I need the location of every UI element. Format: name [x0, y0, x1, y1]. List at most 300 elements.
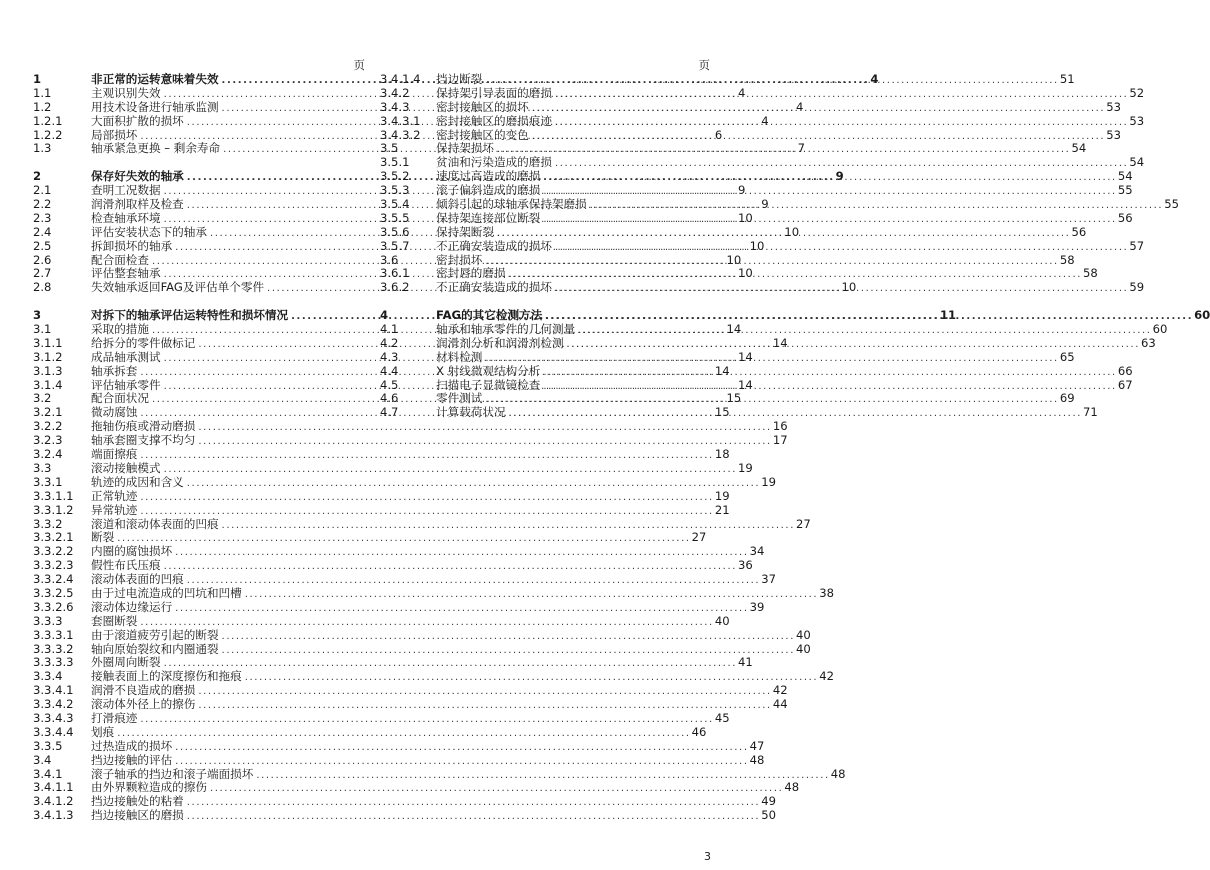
toc-entry: [380, 113, 1145, 129]
page-column-label-left: 页: [353, 58, 365, 72]
toc-entry-number: 3.2.1: [33, 405, 63, 420]
toc-leader-dots: [219, 630, 795, 644]
toc-leader-dots: [219, 644, 795, 658]
toc-leader-dots: [540, 171, 1116, 185]
toc-leader-dots: [184, 810, 760, 824]
toc-entry: [33, 697, 788, 712]
toc-entry-title: 轨迹的成因和含义: [91, 474, 184, 489]
toc-entry-number: 3.5.4: [380, 197, 410, 212]
toc-entry-number: 3.3.5: [33, 738, 63, 753]
toc-entry-title: 断裂: [91, 530, 115, 545]
toc-entry-number: 3.3.3.2: [33, 641, 74, 656]
toc-leader-dots: [184, 477, 760, 491]
toc-entry-page: 19: [714, 488, 730, 503]
toc-entry-number: 3.4.2: [380, 85, 410, 100]
toc-entry-number: 3.3.2: [33, 516, 63, 531]
toc-entry: [380, 169, 1133, 184]
toc-entry-page: 34: [749, 544, 765, 559]
toc-entry-page: 15: [714, 405, 730, 420]
toc-entry-number: 1: [33, 72, 42, 86]
toc-entry-title: 拖轴伤痕或滑动磨损: [91, 419, 196, 434]
toc-entry-number: 2.5: [33, 238, 52, 253]
toc-entry-number: 3.4.3: [380, 99, 410, 114]
toc-leader-dots: [529, 127, 1105, 144]
toc-leader-dots: [564, 335, 1140, 352]
toc-entry-title: 轴承紧急更换 – 剩余寿命: [91, 141, 221, 156]
toc-entry-number: 3.3.2.6: [33, 599, 74, 614]
toc-leader-dots: [540, 185, 1116, 199]
toc-entry-title: 异常轨迹: [91, 502, 138, 517]
toc-leader-dots: [587, 199, 1163, 213]
toc-entry-number: 4: [380, 308, 389, 323]
toc-entry-page: 16: [772, 419, 788, 434]
toc-entry-page: 19: [738, 460, 753, 475]
toc-leader-dots: [552, 282, 1128, 296]
toc-leader-dots: [195, 685, 771, 699]
toc-entry-page: 10: [738, 266, 753, 281]
toc-leader-dots: [161, 657, 737, 671]
toc-entry-title: 由于过电流造成的凹坑和凹槽: [91, 585, 242, 600]
toc-entry-title: 配合面检查: [91, 252, 149, 267]
toc-leader-dots: [172, 602, 748, 616]
toc-entry-page: 11: [939, 308, 957, 323]
toc-entry-page: 53: [1106, 99, 1121, 114]
toc-entry-page: 66: [1117, 363, 1133, 378]
toc-entry-number: 4.5: [380, 377, 399, 392]
toc-entry-page: 4: [761, 113, 769, 128]
toc-entry-page: 6: [714, 127, 723, 142]
toc-entry-title: 密封接触区的损坏: [436, 99, 529, 114]
toc-entry-page: 40: [714, 613, 730, 628]
toc-leader-dots: [184, 574, 760, 588]
toc-entry-number: 2.7: [33, 266, 52, 281]
toc-entry-title: 配合面状况: [91, 391, 149, 406]
toc-entry-title: 查明工况数据: [91, 183, 161, 198]
toc-leader-dots: [482, 349, 1058, 366]
toc-entry: [33, 419, 788, 434]
toc-entry-page: 67: [1117, 377, 1133, 392]
toc-entry-title: 不正确安装造成的损坏: [436, 238, 552, 253]
toc-entry-number: 3.3.3.1: [33, 627, 74, 642]
toc-entry-number: 3.3.2.5: [33, 585, 74, 600]
toc-entry-title: 滚动接触模式: [91, 460, 161, 475]
toc-entry-title: 端面擦痕: [91, 447, 138, 462]
toc-entry-page: 4: [796, 99, 804, 114]
toc-entry: [33, 613, 730, 629]
toc-entry-page: 48: [749, 752, 765, 767]
toc-entry-title: 挡边接触区的磨损: [91, 808, 184, 823]
toc-leader-dots: [219, 519, 795, 533]
toc-entry-number: 4.4: [380, 363, 399, 378]
toc-entry-page: 14: [772, 335, 788, 350]
toc-entry: [33, 752, 765, 768]
toc-entry-number: 2.8: [33, 280, 52, 295]
toc-entry: [33, 780, 800, 795]
toc-leader-dots: [137, 616, 713, 630]
toc-entry-title: 评估安装状态下的轴承: [91, 224, 207, 239]
toc-entry-title: 滚道和滚动体表面的凹痕: [91, 516, 219, 531]
toc-leader-dots: [529, 99, 1105, 116]
toc-entry-number: 3.1: [33, 322, 52, 337]
toc-entry-title: 润滑剂分析和润滑剂检测: [436, 335, 564, 350]
toc-leader-dots: [552, 157, 1128, 171]
toc-entry-page: 69: [1059, 391, 1075, 406]
toc-leader-dots: [137, 491, 713, 505]
toc-entry-page: 9: [835, 169, 844, 184]
toc-entry-page: 53: [1129, 113, 1145, 128]
toc-entry-number: 1.2.2: [33, 127, 63, 142]
toc-entry: [33, 474, 776, 490]
toc-entry-title: 轴向原始裂纹和内圈通裂: [91, 641, 219, 656]
toc-entry: [33, 585, 834, 601]
toc-entry-number: 3.2.3: [33, 433, 63, 448]
toc-entry-number: 2.6: [33, 252, 52, 267]
toc-leader-dots: [161, 463, 737, 477]
toc-entry-title: 保持架断裂: [436, 224, 494, 239]
toc-entry-title: 速度过高造成的磨损: [436, 169, 541, 184]
toc-entry-page: 58: [1059, 252, 1075, 267]
toc-entry-title: 划痕: [91, 724, 115, 739]
toc-entry-page: 71: [1083, 405, 1098, 420]
toc-entry: [380, 72, 1075, 87]
toc-entry-page: 47: [749, 738, 765, 753]
toc-entry-page: 42: [772, 683, 788, 698]
toc-entry: [33, 766, 846, 782]
toc-entry-number: 3.3.1: [33, 474, 63, 489]
toc-entry-title: 外圈周向断裂: [91, 655, 161, 670]
toc-entry-title: 主观识别失效: [91, 85, 161, 100]
toc-entry-title: 微动腐蚀: [91, 405, 138, 420]
toc-entry: [33, 460, 753, 476]
toc-entry-page: 54: [1071, 141, 1087, 156]
toc-entry-title: 由外界颗粒造成的擦伤: [91, 780, 207, 795]
toc-entry-page: 21: [714, 502, 730, 517]
toc-entry: [33, 447, 730, 462]
toc-leader-dots: [482, 74, 1058, 88]
toc-entry-number: 3.6.2: [380, 280, 410, 295]
toc-entry-number: 4.3: [380, 349, 399, 364]
toc-entry: [33, 808, 776, 823]
toc-entry-page: 15: [726, 391, 742, 406]
toc-entry: [33, 724, 707, 740]
toc-entry-page: 44: [772, 697, 788, 712]
toc-entry-title: 打滑痕迹: [91, 710, 138, 725]
toc-leader-dots: [195, 699, 771, 713]
toc-entry-number: 3.1.2: [33, 349, 63, 364]
toc-entry-number: 3.2: [33, 391, 52, 406]
toc-entry-title: 滚子偏斜造成的磨损: [436, 183, 541, 198]
toc-entry-title: 对拆下的轴承评估运转特性和损坏情况: [91, 308, 289, 323]
toc-entry-title: 拆卸损坏的轴承: [91, 238, 173, 253]
toc-entry-title: 挡边接触处的粘着: [91, 794, 184, 809]
toc-entry-page: 10: [784, 224, 800, 239]
toc-leader-dots: [552, 85, 1128, 102]
toc-entry-page: 36: [738, 558, 753, 573]
toc-entry-title: 检查轴承环境: [91, 210, 161, 225]
toc-entry-page: 60: [1152, 322, 1168, 337]
toc-entry-title: 正常轨迹: [91, 488, 138, 503]
page-number: 3: [704, 850, 711, 863]
toc-entry-page: 38: [819, 585, 834, 600]
toc-entry-title: 大面积扩散的损坏: [91, 113, 184, 128]
toc-entry-title: 密封接触区的变色: [436, 127, 529, 142]
toc-entry-title: 非正常的运转意味着失效: [91, 72, 219, 86]
toc-entry-number: 3.3.2.3: [33, 558, 74, 573]
toc-entry-page: 65: [1059, 349, 1075, 364]
toc-entry-page: 39: [749, 599, 765, 614]
toc-entry-page: 54: [1129, 155, 1145, 170]
toc-entry: [380, 155, 1145, 170]
toc-entry-title: 扫描电子显微镜检查: [436, 377, 541, 392]
toc-entry: [33, 627, 811, 643]
toc-entry: [33, 641, 811, 657]
toc-entry-title: 密封接触区的磨损痕迹: [436, 113, 552, 128]
toc-entry: [380, 141, 1087, 156]
toc-leader-dots: [540, 210, 1116, 227]
toc-entry-title: 滚子轴承的挡边和滚子端面损坏: [91, 766, 254, 781]
toc-entry-number: 4.1: [380, 322, 399, 337]
toc-leader-dots: [172, 741, 748, 755]
toc-entry-title: 润滑不良造成的磨损: [91, 683, 196, 698]
toc-entry: [380, 85, 1145, 101]
toc-entry: [33, 488, 730, 504]
toc-entry-number: 3.4: [33, 752, 52, 767]
toc-entry-title: 倾斜引起的球轴承保持架磨损: [436, 197, 587, 212]
toc-entry-page: 48: [784, 780, 800, 795]
toc-leader-dots: [195, 435, 771, 449]
toc-entry-title: 局部损坏: [91, 127, 138, 142]
toc-entry-title: 挡边断裂: [436, 72, 483, 86]
toc-entry-page: 27: [796, 516, 811, 531]
toc-entry-title: 失效轴承返回FAG及评估单个零件: [91, 280, 265, 295]
toc-entry-number: 3.1.3: [33, 363, 63, 378]
toc-entry-title: FAG的其它检测方法: [436, 308, 543, 323]
toc-entry-number: 1.2: [33, 99, 52, 114]
toc-leader-dots: [137, 713, 713, 727]
toc-entry-title: X 射线微观结构分析: [436, 363, 541, 378]
toc-entry-title: 材料检测: [436, 349, 483, 364]
toc-entry-page: 58: [1083, 266, 1098, 281]
toc-entry-page: 14: [738, 349, 753, 364]
toc-entry-number: 3.5.5: [380, 210, 410, 225]
toc-entry-number: 3.5: [380, 141, 399, 156]
toc-entry-page: 4: [870, 72, 879, 86]
toc-leader-dots: [137, 505, 713, 519]
toc-entry-page: 40: [796, 641, 811, 656]
toc-entry-page: 53: [1106, 127, 1121, 142]
toc-entry-number: 3.5.2: [380, 169, 410, 184]
toc-entry-number: 4.2: [380, 335, 399, 350]
toc-entry: [33, 738, 765, 754]
toc-leader-dots: [494, 224, 1070, 241]
toc-leader-dots: [195, 421, 771, 435]
toc-entry-page: 10: [749, 238, 765, 253]
toc-entry-number: 2.4: [33, 224, 52, 239]
toc-entry-number: 3: [33, 308, 42, 323]
toc-leader-dots: [494, 143, 1070, 157]
toc-entry-number: 3.4.1.4: [380, 72, 421, 86]
toc-entry-number: 3.3.4.4: [33, 724, 74, 739]
toc-entry-number: 3.4.1: [33, 766, 63, 781]
toc-entry: [33, 433, 788, 448]
toc-leader-dots: [552, 238, 1128, 255]
toc-leader-dots: [542, 310, 1193, 324]
toc-entry-number: 3.3: [33, 460, 52, 475]
toc-entry: [33, 710, 730, 726]
toc-entry-title: 滚动体边缘运行: [91, 599, 173, 614]
toc-entry-page: 54: [1117, 169, 1133, 184]
toc-entry: [33, 599, 765, 615]
toc-entry-number: 3.4.3.1: [380, 113, 421, 128]
toc-entry-number: 3.4.1.3: [33, 808, 74, 823]
toc-leader-dots: [137, 449, 713, 463]
toc-entry-number: 3.3.4.3: [33, 710, 74, 725]
toc-leader-dots: [114, 532, 690, 546]
toc-entry: [33, 516, 811, 532]
toc-entry-number: 1.3: [33, 141, 52, 156]
toc-leader-dots: [575, 324, 1151, 338]
toc-leader-dots: [506, 268, 1082, 282]
toc-entry-title: 保持架连接部位断裂: [436, 210, 541, 225]
toc-entry-page: 50: [761, 808, 776, 823]
toc-entry-page: 14: [714, 363, 730, 378]
toc-entry-title: 保持架引导表面的磨损: [436, 85, 552, 100]
toc-entry-number: 3.3.2.2: [33, 544, 74, 559]
toc-entry-page: 49: [761, 794, 776, 809]
toc-entry-page: 48: [830, 766, 846, 781]
toc-entry-title: 用技术设备进行轴承监测: [91, 99, 219, 114]
toc-entry-number: 2.2: [33, 197, 52, 212]
toc-entry-number: 3.1.4: [33, 377, 63, 392]
toc-entry-page: 40: [796, 627, 811, 642]
toc-entry-page: 9: [738, 183, 746, 198]
toc-leader-dots: [172, 546, 748, 560]
toc-entry-number: 3.3.3: [33, 613, 63, 628]
toc-entry-page: 45: [714, 710, 730, 725]
toc-entry-title: 密封唇的磨损: [436, 266, 506, 281]
toc-entry-number: 3.6: [380, 252, 399, 267]
toc-leader-dots: [540, 363, 1116, 380]
toc-entry-number: 1.2.1: [33, 113, 63, 128]
toc-entry-page: 14: [726, 322, 742, 337]
toc-entry: [33, 655, 753, 670]
toc-entry-page: 37: [761, 572, 776, 587]
toc-entry: [33, 683, 788, 698]
toc-entry-page: 18: [714, 447, 730, 462]
toc-entry-page: 27: [691, 530, 707, 545]
toc-entry-number: 3.5.6: [380, 224, 410, 239]
toc-leader-dots: [482, 252, 1058, 269]
toc-leader-dots: [184, 796, 760, 810]
toc-entry-page: 10: [738, 210, 753, 225]
toc-entry-number: 2.1: [33, 183, 52, 198]
toc-entry-page: 63: [1141, 335, 1156, 350]
toc-entry-number: 3.4.1.2: [33, 794, 74, 809]
toc-entry-page: 17: [772, 433, 788, 448]
toc-entry-title: 评估整套轴承: [91, 266, 161, 281]
toc-entry-page: 19: [761, 474, 776, 489]
toc-leader-dots: [207, 782, 783, 796]
toc-entry: [33, 669, 834, 684]
toc-entry-title: 接触表面上的深度擦伤和拖痕: [91, 669, 242, 684]
toc-entry-number: 2.3: [33, 210, 52, 225]
toc-entry-page: 4: [738, 85, 746, 100]
toc-entry-page: 10: [726, 252, 742, 267]
toc-entry-title: 不正确安装造成的损坏: [436, 280, 552, 295]
toc-entry-number: 3.3.3.3: [33, 655, 74, 670]
toc-leader-dots: [242, 671, 818, 685]
toc-entry-title: 挡边接触的评估: [91, 752, 173, 767]
toc-entry-title: 由于滚道疲劳引起的断裂: [91, 627, 219, 642]
toc-entry-number: 3.3.1.1: [33, 488, 74, 503]
toc-entry-title: 贫油和污染造成的磨损: [436, 155, 552, 170]
toc-entry-page: 59: [1129, 280, 1145, 295]
toc-entry-title: 成品轴承测试: [91, 349, 161, 364]
toc-leader-dots: [552, 113, 1128, 130]
toc-entry-title: 密封损坏: [436, 252, 483, 267]
toc-entry-number: 3.5.1: [380, 155, 410, 170]
toc-entry-page: 9: [761, 197, 769, 212]
toc-entry-title: 零件测试: [436, 391, 483, 406]
toc-entry-title: 内圈的腐蚀损坏: [91, 544, 173, 559]
toc-entry-page: 7: [797, 141, 805, 156]
toc-entry-page: 55: [1164, 197, 1179, 212]
toc-entry-title: 评估轴承零件: [91, 377, 161, 392]
toc-entry-page: 60: [1194, 308, 1210, 323]
toc-entry-page: 56: [1117, 210, 1133, 225]
toc-entry-page: 42: [819, 669, 834, 684]
toc-entry-title: 滚动体表面的凹痕: [91, 572, 184, 587]
toc-entry-page: 57: [1129, 238, 1145, 253]
toc-entry: [380, 183, 1133, 198]
toc-entry-title: 滚动体外径上的擦伤: [91, 697, 196, 712]
toc-entry-title: 给拆分的零件做标记: [91, 335, 196, 350]
toc-entry-number: 4.7: [380, 405, 399, 420]
toc-entry-number: 3.3.4: [33, 669, 63, 684]
toc-entry: [33, 530, 707, 545]
toc-entry-page: 55: [1117, 183, 1133, 198]
toc-entry: [33, 572, 776, 587]
toc-entry-number: 3.1.1: [33, 335, 63, 350]
toc-entry-number: 3.3.2.4: [33, 572, 74, 587]
toc-entry-title: 假性布氏压痕: [91, 558, 161, 573]
toc-entry-title: 保持架损坏: [436, 141, 494, 156]
toc-entry-number: 3.5.7: [380, 238, 410, 253]
toc-entry-number: 3.3.2.1: [33, 530, 74, 545]
toc-leader-dots: [482, 393, 1058, 407]
toc-entry: [33, 558, 753, 573]
toc-entry-number: 2: [33, 169, 42, 184]
toc-entry-title: 采取的措施: [91, 322, 149, 337]
toc-entry-number: 3.4.1.1: [33, 780, 74, 795]
toc-entry-number: 1.1: [33, 85, 52, 100]
toc-entry-page: 52: [1129, 85, 1145, 100]
toc-entry-title: 计算载荷状况: [436, 405, 506, 420]
toc-entry-title: 润滑剂取样及检查: [91, 197, 184, 212]
page-column-label-right: 页: [698, 58, 710, 72]
toc-entry-number: 3.3.1.2: [33, 502, 74, 517]
toc-entry-number: 3.3.4.2: [33, 697, 74, 712]
toc-entry-page: 51: [1059, 72, 1075, 86]
toc-entry-number: 3.3.4.1: [33, 683, 74, 698]
toc-leader-dots: [242, 588, 818, 602]
toc-entry-number: 3.4.3.2: [380, 127, 421, 142]
toc-entry-title: 保存好失效的轴承: [91, 169, 184, 184]
toc-leader-dots: [253, 769, 829, 783]
toc-entry-page: 10: [841, 280, 857, 295]
toc-entry: [380, 197, 1179, 212]
toc-leader-dots: [506, 407, 1082, 421]
